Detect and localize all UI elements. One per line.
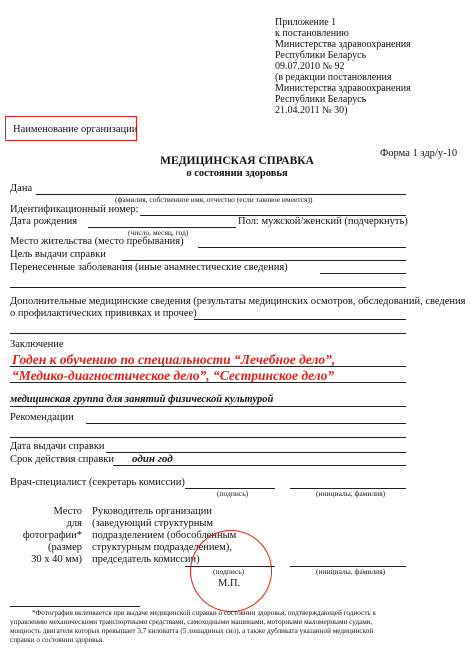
conclusion-line-2 bbox=[10, 382, 406, 383]
doctor-initials-hint: (инициалы, фамилия) bbox=[316, 489, 386, 498]
date-hint: (число, месяц, год) bbox=[128, 228, 189, 237]
issue-date-label: Дата выдачи справки bbox=[10, 441, 105, 452]
form-code: Форма 1 здр/у-10 bbox=[380, 148, 458, 159]
head-line: (заведующий структурным bbox=[92, 518, 214, 529]
order-line: Министерства здравоохранения bbox=[275, 39, 411, 50]
head-line: структурным подразделением), bbox=[92, 542, 232, 553]
conclusion-label: Заключение bbox=[10, 339, 64, 350]
residence-label: Место жительства (место пребывания) bbox=[10, 236, 184, 247]
order-line: Республики Беларусь bbox=[275, 50, 367, 61]
validity-label: Срок действия справки bbox=[10, 454, 115, 465]
footnote-divider bbox=[10, 606, 140, 607]
order-line: 09.07.2010 № 92 bbox=[275, 61, 345, 72]
order-line: Республики Беларусь bbox=[275, 94, 367, 105]
head-line: Руководитель организации bbox=[92, 506, 212, 517]
extra-info-line-2 bbox=[10, 333, 406, 334]
extra-info-line-1 bbox=[194, 319, 406, 320]
purpose-label: Цель выдачи справки bbox=[10, 249, 106, 260]
validity-line bbox=[113, 465, 406, 466]
footnote-line: управлению механическими транспортными средствами, самоходными машинами, моторными маломерными судами, bbox=[10, 618, 373, 626]
name-hint: (фамилия, собственное имя, отчество (если таковое имеется)) bbox=[115, 195, 313, 204]
order-line: к постановлению bbox=[275, 28, 349, 39]
footnote-line: мощность двигателя которых превышает 3,7 киловатта (5 лошадиных сил), а также дубликата указанной медицинской bbox=[10, 627, 374, 635]
photo-line: 30 х 40 мм) bbox=[31, 554, 82, 565]
document-title: МЕДИЦИНСКАЯ СПРАВКА bbox=[160, 155, 314, 167]
photo-placeholder bbox=[22, 506, 82, 566]
doctor-signature-hint: (подпись) bbox=[217, 489, 249, 498]
diseases-line-1 bbox=[320, 273, 406, 274]
stamp-label: М.П. bbox=[218, 578, 241, 589]
validity-value: один год bbox=[132, 453, 173, 465]
medical-group-text: медицинская группа для занятий физической культурой bbox=[10, 394, 274, 405]
photo-line: (размер bbox=[48, 542, 82, 553]
handwritten-conclusion-line-2: “Медико-диагностическое дело”, “Сестринское дело” bbox=[12, 368, 335, 383]
footnote bbox=[10, 609, 464, 645]
photo-line: фотографии* bbox=[22, 530, 82, 541]
extra-info-label-2: о профилактических прививках и прочее) bbox=[10, 308, 197, 319]
document-subtitle: о состоянии здоровья bbox=[186, 168, 288, 179]
conclusion-line-1 bbox=[10, 366, 406, 367]
purpose-line bbox=[122, 260, 406, 261]
head-initials-hint: (инициалы, фамилия) bbox=[316, 567, 386, 576]
head-line: подразделением (обособленным bbox=[92, 530, 237, 541]
diseases-line-2 bbox=[10, 287, 406, 288]
photo-line: для bbox=[66, 518, 82, 529]
doctor-label: Врач-специалист (секретарь комиссии) bbox=[10, 477, 185, 488]
extra-info-label-1: Дополнительные медицинские сведения (результаты медицинских осмотров, обследований, сведения bbox=[10, 296, 466, 307]
diseases-label: Перенесенные заболевания (иные анамнестические сведения) bbox=[10, 262, 288, 273]
order-reference bbox=[275, 17, 411, 116]
footnote-line: *Фотография вклеивается при выдаче медицинской справки о состоянии здоровья, подтверждающей годность к bbox=[32, 609, 376, 617]
issued-to-label: Дана bbox=[10, 183, 33, 194]
medical-group-line bbox=[10, 406, 406, 407]
footnote-line: справки о состоянии здоровья. bbox=[10, 636, 104, 644]
organization-name-label: Наименование организации bbox=[13, 124, 138, 135]
id-number-label: Идентификационный номер: bbox=[10, 204, 139, 215]
birth-date-label: Дата рождения bbox=[10, 216, 78, 227]
photo-line: Место bbox=[53, 506, 82, 517]
handwritten-conclusion-line-1: Годен к обучению по специальности “Лечебное дело”, bbox=[12, 352, 336, 367]
sex-label: Пол: мужской/женский (подчеркнуть) bbox=[238, 216, 408, 227]
head-signature-hint: (подпись) bbox=[213, 567, 245, 576]
recommendations-label: Рекомендации bbox=[10, 412, 74, 423]
recommendations-line-2 bbox=[10, 437, 406, 438]
head-line: председатель комиссии) bbox=[92, 554, 200, 565]
recommendations-line-1 bbox=[86, 423, 406, 424]
residence-line bbox=[198, 247, 406, 248]
order-line: Приложение 1 bbox=[275, 17, 337, 28]
order-line: (в редакции постановления bbox=[275, 72, 392, 83]
order-line: 21.04.2011 № 30) bbox=[275, 105, 348, 116]
order-line: Министерства здравоохранения bbox=[275, 83, 411, 94]
